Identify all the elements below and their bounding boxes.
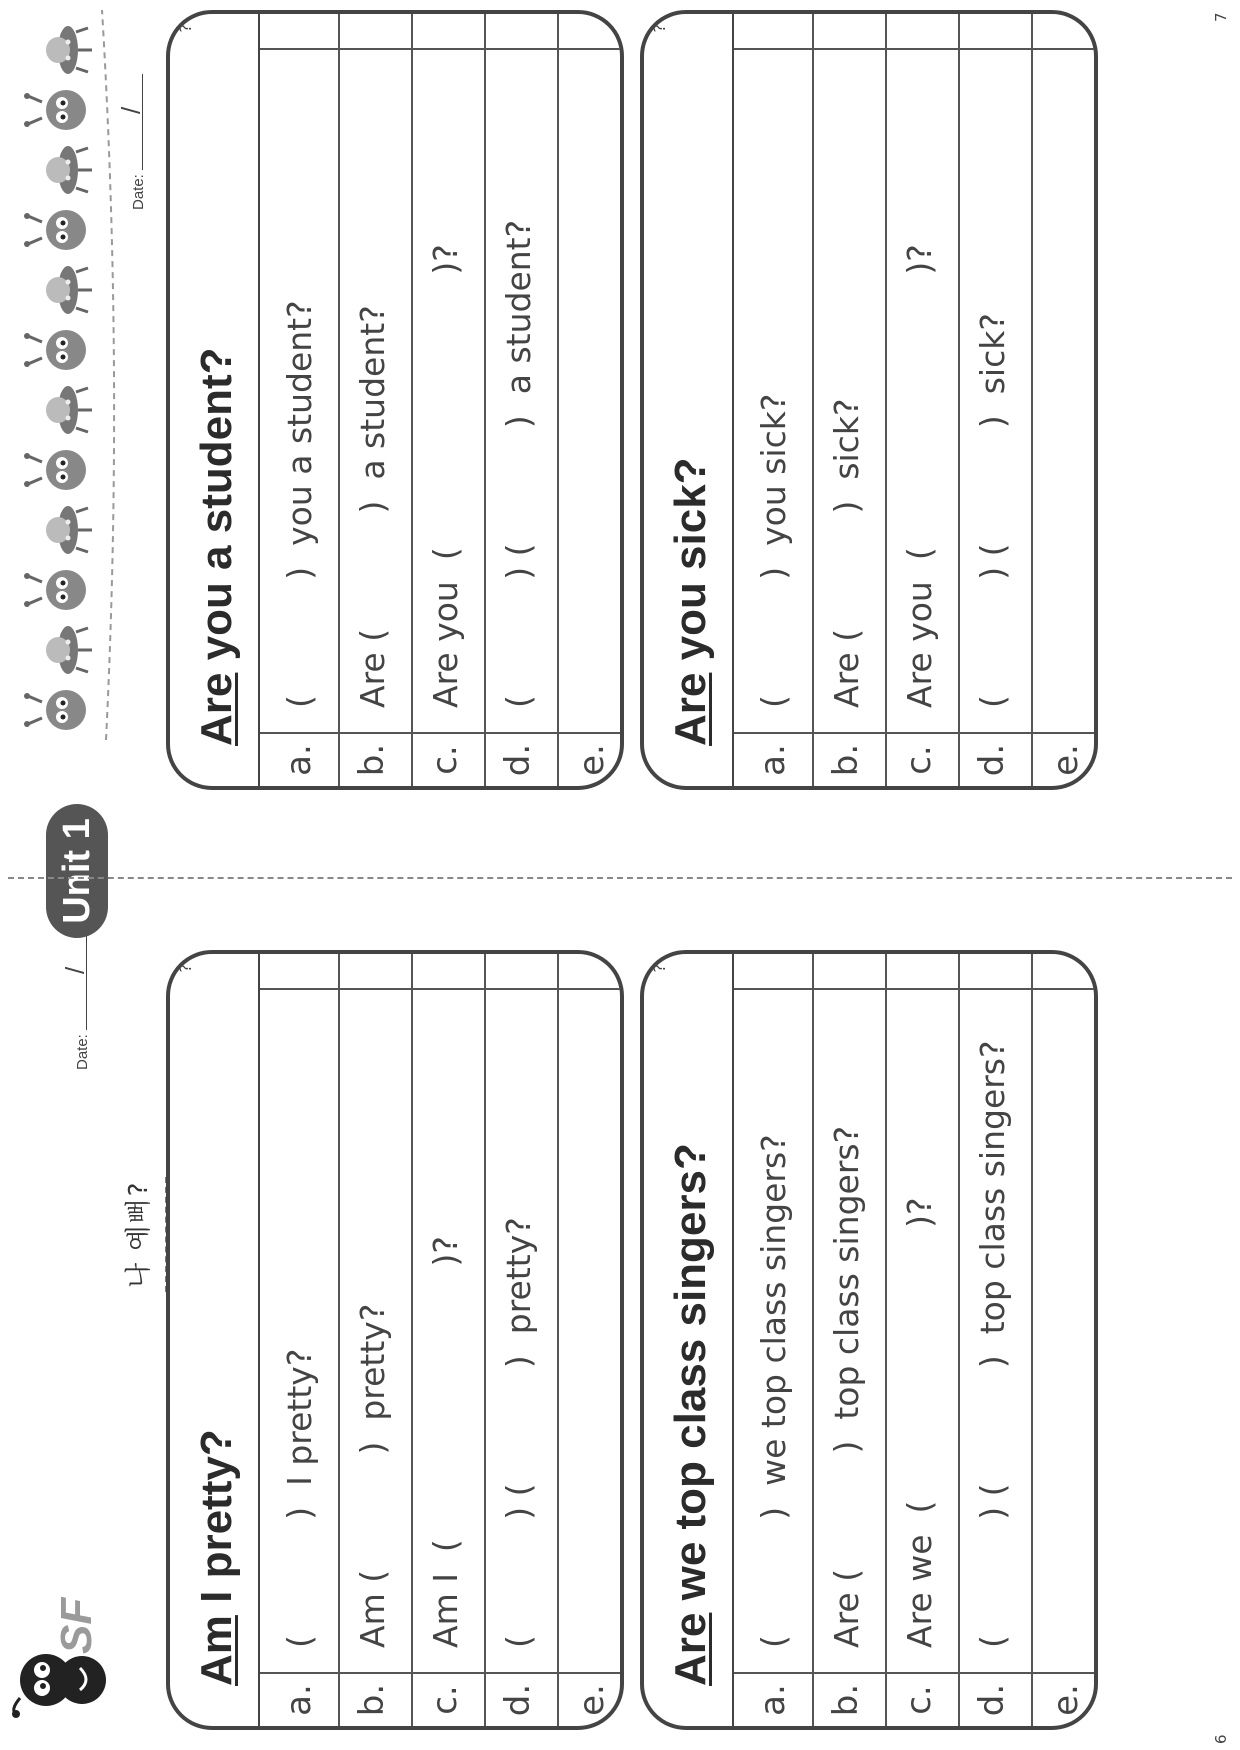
panel-title: Are you a student? [192,347,241,746]
answer-row[interactable]: c. Are you ( )? [406,14,486,786]
answer-row[interactable]: a. ( ) we top class singers? [734,954,814,1726]
alien-icon [24,690,86,730]
answer-row[interactable]: c. Are we ( )? [880,954,960,1726]
panel-are-you-a-student [166,10,624,790]
ufo-icon [46,506,92,554]
ufo-icon [46,146,92,194]
unit-badge: Unit 1 [46,804,108,938]
answer-row[interactable]: e. [1026,954,1098,1726]
answer-row[interactable]: d. ( ) ( ) a student? [479,14,559,786]
answer-rows [732,954,1094,1726]
corner-question-mark: ? [176,964,195,973]
answer-row[interactable]: a. ( ) I pretty? [260,954,340,1726]
date-label: Date: [130,174,147,210]
answer-row[interactable]: a. ( ) you sick? [734,14,814,786]
panel-are-you-sick [640,10,1098,790]
date-slash: / [116,106,146,114]
left-date-field[interactable] [60,934,91,1070]
page-number-right: 7 [1212,12,1230,22]
corner-question-mark: ? [176,24,195,33]
answer-row[interactable]: b. Are ( ) sick? [807,14,887,786]
answer-row[interactable]: d. ( ) ( ) top class singers? [953,954,1033,1726]
ufo-icon [46,626,92,674]
alien-icon [24,450,86,490]
answer-row[interactable]: d. ( ) ( ) pretty? [479,954,559,1726]
answer-row[interactable]: b. Are ( ) top class singers? [807,954,887,1726]
ufo-icon [46,266,92,314]
answer-row[interactable]: e. [552,14,624,786]
right-date-field[interactable] [116,74,147,210]
answer-row[interactable]: b. Am ( ) pretty? [333,954,413,1726]
answer-rows [258,954,620,1726]
panel-title: Am I pretty? [192,1429,241,1686]
sf-logo [8,1590,118,1720]
answer-row[interactable]: c. Am I ( )? [406,954,486,1726]
answer-rows [258,14,620,786]
alien-icon [24,210,86,250]
date-label: Date: [74,1034,91,1070]
alien-icon [24,330,86,370]
panel-are-we-top-class-singers [640,950,1098,1730]
alien-icon [24,90,86,130]
ufo-icon [46,386,92,434]
date-slash: / [60,966,90,974]
answer-row[interactable]: d. ( ) ( ) sick? [953,14,1033,786]
answer-row[interactable]: b. Are ( ) a student? [333,14,413,786]
panel-title: Are you sick? [666,457,715,746]
answer-rows [732,14,1094,786]
logo-text: SF [52,1597,101,1654]
panel-title: Are we top class singers? [666,1143,715,1686]
korean-prompt: 나 예뻐? [118,1177,167,1292]
page-divider [8,877,1232,879]
corner-question-mark: ? [650,24,669,33]
answer-row[interactable]: e. [552,954,624,1726]
answer-row[interactable]: c. Are you ( )? [880,14,960,786]
alien-and-ufo-icons [6,10,118,740]
alien-ufo-border [6,10,118,740]
alien-icon [24,570,86,610]
answer-row[interactable]: e. [1026,14,1098,786]
corner-question-mark: ? [650,964,669,973]
page-number-left: 6 [1212,1734,1230,1744]
ufo-icon [46,26,92,74]
panel-am-i-pretty [166,950,624,1730]
answer-row[interactable]: a. ( ) you a student? [260,14,340,786]
